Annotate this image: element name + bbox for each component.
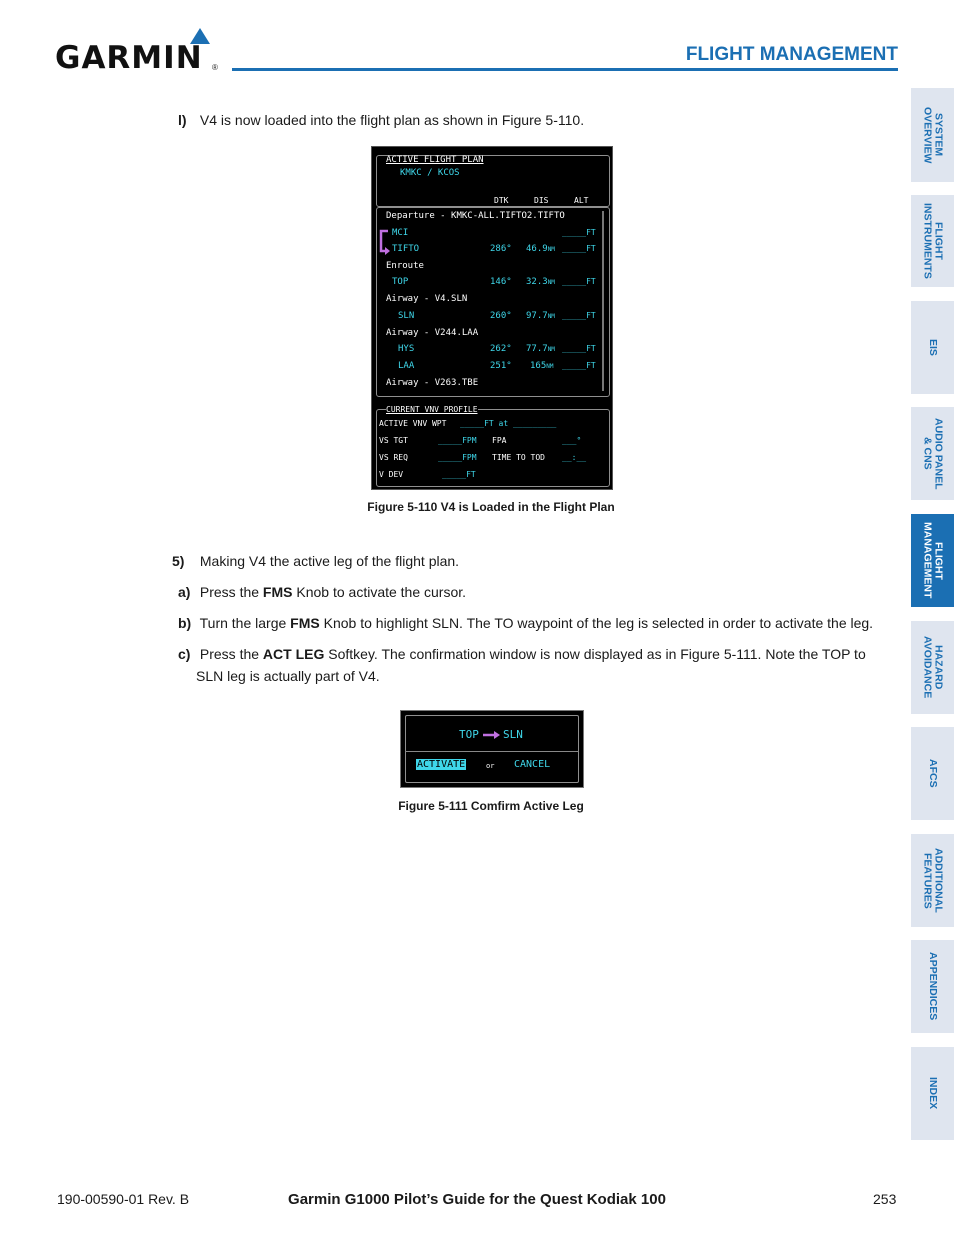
tab-flight-management[interactable] — [911, 514, 954, 607]
step-text: Knob to highlight SLN. The TO waypoint of the leg is selected in order to activate the leg. — [323, 615, 874, 631]
waypoint-dis — [526, 311, 555, 321]
active-vnv-wpt-value: _____FT at _________ — [460, 419, 557, 428]
activate-button[interactable]: ACTIVATE — [417, 759, 466, 770]
tab-additional-features[interactable] — [911, 834, 954, 927]
tab-label: FLIGHT INSTRUMENTS — [921, 203, 945, 279]
key-name: FMS — [262, 584, 293, 600]
tab-appendices[interactable] — [911, 940, 954, 1033]
waypoint-name[interactable]: TOP — [392, 277, 409, 287]
dis-unit: NM — [547, 313, 555, 320]
route-text: KMKC / KCOS — [400, 168, 460, 178]
step-marker: l) — [178, 112, 187, 128]
col-alt: ALT — [574, 196, 589, 205]
active-leg-arrow-icon — [377, 229, 391, 257]
tab-label: AFCS — [927, 759, 939, 788]
vs-req-value: _____FPM — [438, 453, 477, 462]
step-text: Softkey. The confirmation window is now displayed as in Figure 5-111. Note the TOP to — [328, 646, 866, 662]
step-marker: c) — [178, 646, 191, 662]
col-dtk: DTK — [494, 196, 509, 205]
step-marker: b) — [178, 615, 192, 631]
tab-system-overview[interactable] — [911, 88, 954, 182]
tab-hazard-avoidance[interactable] — [911, 621, 954, 714]
waypoint-dis — [526, 244, 555, 254]
step-marker: a) — [178, 584, 191, 600]
time-to-tod-label: TIME TO TOD — [492, 453, 545, 462]
time-to-tod-value: __:__ — [562, 453, 587, 462]
leg-header: Airway - V4.SLN — [386, 294, 468, 304]
dis-unit: NM — [547, 346, 555, 353]
page-number: 253 — [873, 1191, 897, 1207]
waypoint-name[interactable]: MCI — [392, 228, 409, 238]
step-text: Turn the large — [199, 615, 287, 631]
dis-unit: NM — [546, 363, 554, 370]
waypoint-dtk: 146° — [490, 277, 512, 287]
step-l — [178, 110, 584, 130]
step-text: Press the — [199, 584, 260, 600]
step-text: Press the — [199, 646, 260, 662]
waypoint-dtk: 286° — [490, 244, 512, 254]
step-c-line2: SLN leg is actually part of V4. — [196, 668, 380, 684]
dis-unit: NM — [547, 246, 555, 253]
confirm-box — [405, 715, 579, 783]
doc-number: 190-00590-01 Rev. B — [57, 1191, 190, 1207]
waypoint-alt[interactable]: _____FT — [562, 344, 596, 353]
leg-arrow-icon — [483, 730, 501, 740]
waypoint-alt[interactable]: _____FT — [562, 244, 596, 253]
key-name: ACT LEG — [262, 646, 325, 662]
fpa-value: ___° — [562, 436, 582, 445]
step-text: Making V4 the active leg of the flight plan. — [199, 553, 460, 569]
tab-label: EIS — [927, 339, 939, 356]
tab-flight-instruments[interactable] — [911, 195, 954, 287]
leg-from: TOP — [459, 728, 479, 741]
registered-mark: ® — [212, 63, 218, 72]
tab-label: FLIGHT MANAGEMENT — [921, 522, 945, 599]
waypoint-dtk: 251° — [490, 361, 512, 371]
waypoint-dtk: 260° — [490, 311, 512, 321]
step-5 — [172, 551, 459, 571]
waypoint-alt[interactable]: _____FT — [562, 361, 596, 370]
vs-tgt-value: _____FPM — [438, 436, 477, 445]
waypoint-dis — [526, 344, 555, 354]
waypoint-alt[interactable]: _____FT — [562, 277, 596, 286]
leg-header: Departure - KMKC-ALL.TIFTO2.TIFTO — [386, 211, 565, 221]
guide-title: Garmin G1000 Pilot’s Guide for the Quest Kodiak 100 — [288, 1191, 666, 1208]
step-c — [178, 644, 878, 664]
col-dis: DIS — [534, 196, 549, 205]
dis-value: 77.7 — [526, 344, 548, 354]
leg-header: Enroute — [386, 261, 424, 271]
scroll-bar[interactable] — [602, 211, 604, 391]
cancel-button[interactable]: CANCEL — [514, 759, 551, 770]
leg-header: Airway - V244.LAA — [386, 328, 479, 338]
tab-afcs[interactable] — [911, 727, 954, 820]
tab-index[interactable] — [911, 1047, 954, 1140]
step-text: Knob to activate the cursor. — [296, 584, 467, 600]
waypoint-dis — [530, 361, 554, 371]
confirm-active-leg-window — [400, 710, 584, 788]
vs-req-label: VS REQ — [379, 453, 408, 462]
active-flight-plan-panel — [371, 146, 613, 490]
leg-header: Airway - V263.TBE — [386, 378, 479, 388]
tab-label: AUDIO PANEL & CNS — [921, 417, 945, 490]
garmin-logo-text: GARMIN — [55, 40, 203, 76]
figure-110-caption: Figure 5-110 V4 is Loaded in the Flight Plan — [367, 500, 615, 514]
step-marker: 5) — [172, 553, 185, 569]
garmin-logo — [55, 28, 220, 76]
waypoint-name[interactable]: LAA — [398, 361, 415, 371]
vs-tgt-label: VS TGT — [379, 436, 408, 445]
vnv-title: CURRENT VNV PROFILE — [386, 405, 478, 414]
waypoint-dis — [526, 277, 555, 287]
leg-to: SLN — [503, 728, 523, 741]
section-title: FLIGHT MANAGEMENT — [685, 44, 898, 65]
tab-label: HAZARD AVOIDANCE — [921, 636, 945, 699]
waypoint-name[interactable]: HYS — [398, 344, 415, 354]
waypoint-alt[interactable]: _____FT — [562, 228, 596, 237]
dis-value: 97.7 — [526, 311, 548, 321]
v-dev-value: _____FT — [442, 470, 476, 479]
waypoint-name[interactable]: TIFTO — [392, 244, 420, 254]
tab-label: ADDITIONAL FEATURES — [921, 848, 945, 913]
step-text: V4 is now loaded into the flight plan as shown in Figure 5-110. — [199, 112, 585, 128]
or-text: or — [486, 762, 495, 770]
active-vnv-wpt-label: ACTIVE VNV WPT — [379, 419, 447, 428]
step-a — [178, 582, 466, 602]
tab-label: APPENDICES — [927, 952, 939, 1021]
dis-value: 46.9 — [526, 244, 548, 254]
figure-111-caption: Figure 5-111 Comfirm Active Leg — [398, 799, 584, 813]
step-b — [178, 613, 878, 633]
key-name: FMS — [290, 615, 320, 631]
tab-label: INDEX — [927, 1077, 939, 1110]
dis-value: 165 — [530, 361, 547, 371]
v-dev-label: V DEV — [379, 470, 404, 479]
flight-plan-title: ACTIVE FLIGHT PLAN — [386, 155, 484, 165]
header-rule — [232, 68, 898, 71]
waypoint-dtk: 262° — [490, 344, 512, 354]
tab-label: SYSTEM OVERVIEW — [921, 106, 945, 164]
waypoint-alt[interactable]: _____FT — [562, 311, 596, 320]
fpa-label: FPA — [492, 436, 507, 445]
waypoint-name[interactable]: SLN — [398, 311, 415, 321]
dis-unit: NM — [547, 279, 555, 286]
tab-eis[interactable] — [911, 301, 954, 394]
tab-audio-panel-cns[interactable] — [911, 407, 954, 500]
dis-value: 32.3 — [526, 277, 548, 287]
divider — [405, 751, 579, 752]
